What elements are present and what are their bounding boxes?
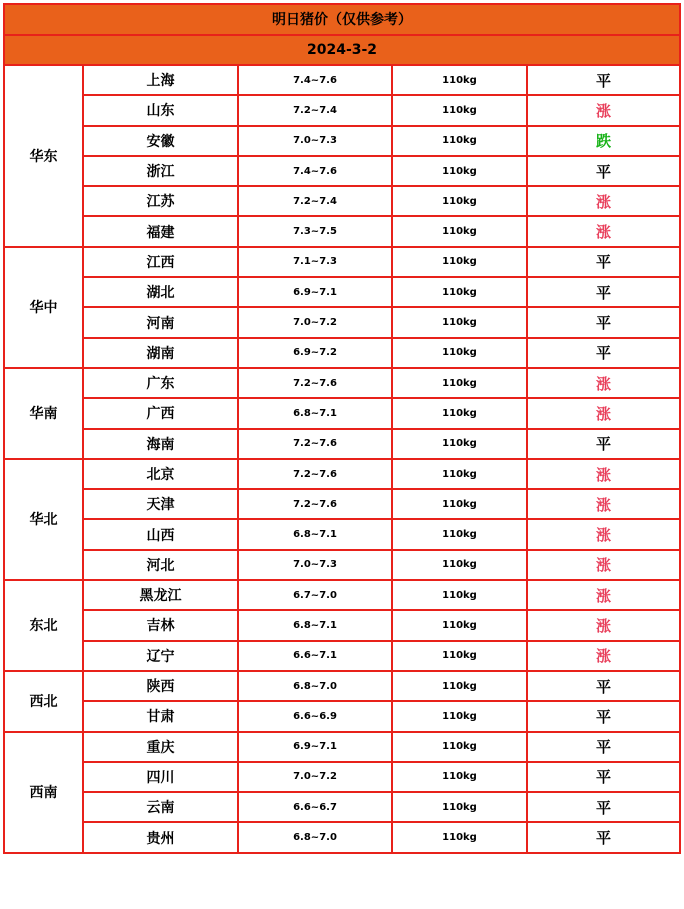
- region-cell: 东北: [4, 580, 83, 671]
- table-row: [4, 459, 680, 489]
- trend-cell: 平: [527, 701, 680, 731]
- region-cell: 西北: [4, 671, 83, 732]
- price-cell: 7.0~7.2: [238, 307, 392, 337]
- price-cell: 7.4~7.6: [238, 65, 392, 95]
- province-cell: 河南: [83, 307, 238, 337]
- trend-cell: 平: [527, 822, 680, 852]
- trend-cell: 平: [527, 65, 680, 95]
- trend-cell: 平: [527, 762, 680, 792]
- province-cell: 江苏: [83, 186, 238, 216]
- weight-cell: 110kg: [392, 792, 527, 822]
- province-cell: 四川: [83, 762, 238, 792]
- price-cell: 6.8~7.0: [238, 671, 392, 701]
- table-row: [4, 338, 680, 368]
- table-row: [4, 398, 680, 428]
- table-row: [4, 671, 680, 701]
- weight-cell: 110kg: [392, 822, 527, 852]
- weight-cell: 110kg: [392, 641, 527, 671]
- province-cell: 山西: [83, 519, 238, 549]
- table-row: [4, 762, 680, 792]
- province-cell: 上海: [83, 65, 238, 95]
- price-cell: 6.6~7.1: [238, 641, 392, 671]
- price-cell: 7.2~7.6: [238, 429, 392, 459]
- weight-cell: 110kg: [392, 610, 527, 640]
- province-cell: 湖南: [83, 338, 238, 368]
- pig-price-table: [3, 3, 681, 854]
- price-cell: 6.6~6.9: [238, 701, 392, 731]
- province-cell: 湖北: [83, 277, 238, 307]
- province-cell: 广西: [83, 398, 238, 428]
- region-cell: 华南: [4, 368, 83, 459]
- trend-cell: 跌: [527, 126, 680, 156]
- price-cell: 7.2~7.6: [238, 459, 392, 489]
- province-cell: 河北: [83, 550, 238, 580]
- table-row: [4, 580, 680, 610]
- table-row: [4, 368, 680, 398]
- weight-cell: 110kg: [392, 126, 527, 156]
- table-row: [4, 489, 680, 519]
- trend-cell: 平: [527, 792, 680, 822]
- table-row: [4, 65, 680, 95]
- price-cell: 6.9~7.2: [238, 338, 392, 368]
- province-cell: 辽宁: [83, 641, 238, 671]
- weight-cell: 110kg: [392, 277, 527, 307]
- weight-cell: 110kg: [392, 762, 527, 792]
- table-row: [4, 247, 680, 277]
- trend-cell: 平: [527, 247, 680, 277]
- province-cell: 天津: [83, 489, 238, 519]
- price-cell: 7.3~7.5: [238, 216, 392, 246]
- table-row: [4, 126, 680, 156]
- trend-cell: 平: [527, 307, 680, 337]
- table-title: 明日猪价（仅供参考）: [4, 4, 680, 35]
- weight-cell: 110kg: [392, 519, 527, 549]
- province-cell: 重庆: [83, 732, 238, 762]
- weight-cell: 110kg: [392, 489, 527, 519]
- province-cell: 贵州: [83, 822, 238, 852]
- weight-cell: 110kg: [392, 398, 527, 428]
- price-cell: 7.0~7.2: [238, 762, 392, 792]
- region-cell: 华北: [4, 459, 83, 580]
- price-cell: 6.9~7.1: [238, 732, 392, 762]
- weight-cell: 110kg: [392, 156, 527, 186]
- trend-cell: 涨: [527, 519, 680, 549]
- trend-cell: 涨: [527, 641, 680, 671]
- weight-cell: 110kg: [392, 671, 527, 701]
- price-cell: 7.2~7.6: [238, 489, 392, 519]
- province-cell: 黑龙江: [83, 580, 238, 610]
- table-row: [4, 610, 680, 640]
- table-row: [4, 519, 680, 549]
- province-cell: 云南: [83, 792, 238, 822]
- price-table-container: [3, 3, 679, 854]
- table-row: [4, 216, 680, 246]
- trend-cell: 平: [527, 732, 680, 762]
- price-cell: 7.4~7.6: [238, 156, 392, 186]
- province-cell: 陕西: [83, 671, 238, 701]
- weight-cell: 110kg: [392, 732, 527, 762]
- weight-cell: 110kg: [392, 307, 527, 337]
- price-cell: 6.8~7.1: [238, 398, 392, 428]
- province-cell: 浙江: [83, 156, 238, 186]
- trend-cell: 涨: [527, 610, 680, 640]
- trend-cell: 涨: [527, 550, 680, 580]
- price-cell: 6.8~7.0: [238, 822, 392, 852]
- price-cell: 7.2~7.4: [238, 186, 392, 216]
- price-cell: 7.2~7.4: [238, 95, 392, 125]
- price-cell: 6.8~7.1: [238, 610, 392, 640]
- province-cell: 安徽: [83, 126, 238, 156]
- region-cell: 华东: [4, 65, 83, 247]
- region-cell: 西南: [4, 732, 83, 853]
- province-cell: 海南: [83, 429, 238, 459]
- price-cell: 6.8~7.1: [238, 519, 392, 549]
- title-row: [4, 4, 680, 35]
- table-row: [4, 701, 680, 731]
- price-cell: 7.0~7.3: [238, 550, 392, 580]
- weight-cell: 110kg: [392, 429, 527, 459]
- weight-cell: 110kg: [392, 338, 527, 368]
- table-row: [4, 792, 680, 822]
- price-cell: 7.1~7.3: [238, 247, 392, 277]
- weight-cell: 110kg: [392, 550, 527, 580]
- table-row: [4, 95, 680, 125]
- province-cell: 北京: [83, 459, 238, 489]
- province-cell: 福建: [83, 216, 238, 246]
- trend-cell: 涨: [527, 489, 680, 519]
- price-cell: 6.7~7.0: [238, 580, 392, 610]
- trend-cell: 涨: [527, 368, 680, 398]
- price-cell: 6.6~6.7: [238, 792, 392, 822]
- table-row: [4, 156, 680, 186]
- weight-cell: 110kg: [392, 459, 527, 489]
- weight-cell: 110kg: [392, 65, 527, 95]
- price-cell: 7.2~7.6: [238, 368, 392, 398]
- table-row: [4, 307, 680, 337]
- trend-cell: 涨: [527, 95, 680, 125]
- trend-cell: 涨: [527, 580, 680, 610]
- table-row: [4, 550, 680, 580]
- trend-cell: 平: [527, 156, 680, 186]
- weight-cell: 110kg: [392, 216, 527, 246]
- price-cell: 6.9~7.1: [238, 277, 392, 307]
- table-row: [4, 277, 680, 307]
- weight-cell: 110kg: [392, 580, 527, 610]
- table-row: [4, 641, 680, 671]
- weight-cell: 110kg: [392, 701, 527, 731]
- trend-cell: 平: [527, 429, 680, 459]
- date-row: [4, 35, 680, 66]
- table-row: [4, 186, 680, 216]
- weight-cell: 110kg: [392, 247, 527, 277]
- table-row: [4, 822, 680, 852]
- trend-cell: 平: [527, 277, 680, 307]
- table-row: [4, 732, 680, 762]
- trend-cell: 涨: [527, 398, 680, 428]
- trend-cell: 平: [527, 338, 680, 368]
- trend-cell: 涨: [527, 216, 680, 246]
- weight-cell: 110kg: [392, 186, 527, 216]
- table-date: 2024-3-2: [4, 35, 680, 66]
- province-cell: 广东: [83, 368, 238, 398]
- trend-cell: 平: [527, 671, 680, 701]
- price-cell: 7.0~7.3: [238, 126, 392, 156]
- trend-cell: 涨: [527, 459, 680, 489]
- weight-cell: 110kg: [392, 368, 527, 398]
- province-cell: 山东: [83, 95, 238, 125]
- trend-cell: 涨: [527, 186, 680, 216]
- region-cell: 华中: [4, 247, 83, 368]
- province-cell: 江西: [83, 247, 238, 277]
- weight-cell: 110kg: [392, 95, 527, 125]
- table-row: [4, 429, 680, 459]
- province-cell: 吉林: [83, 610, 238, 640]
- province-cell: 甘肃: [83, 701, 238, 731]
